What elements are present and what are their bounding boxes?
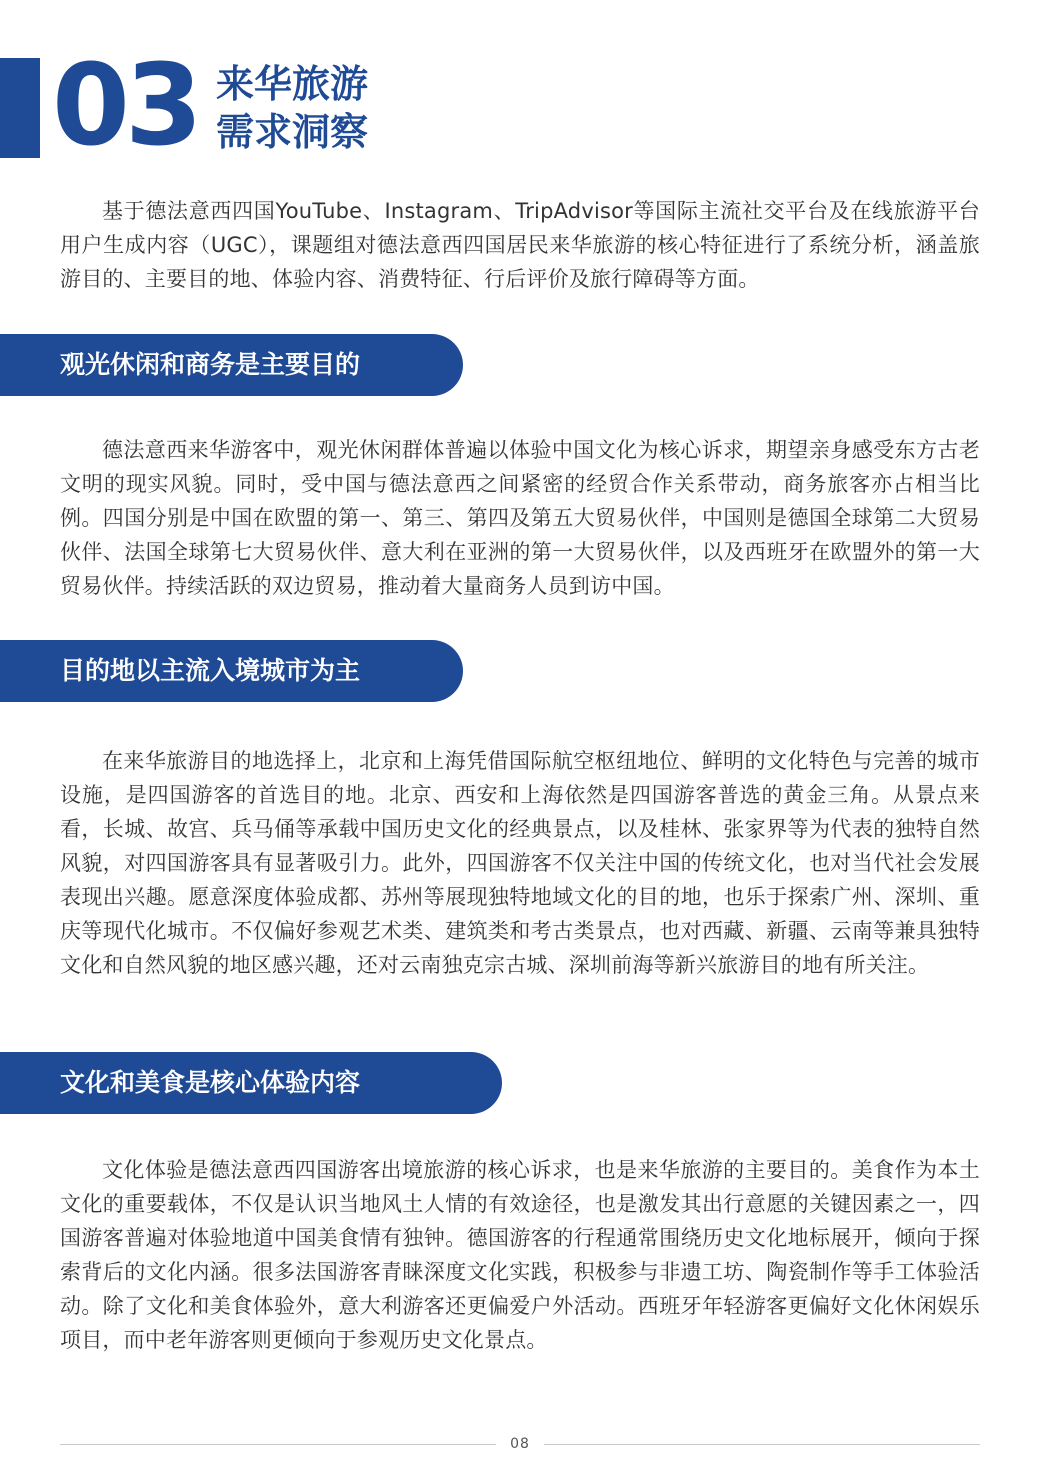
section-heading-purpose: 观光休闲和商务是主要目的 [0, 334, 463, 396]
intro-paragraph: 基于德法意西四国YouTube、Instagram、TripAdvisor等国际主流社交平台及在线旅游平台用户生成内容（UGC），课题组对德法意西四国居民来华旅游的核心特征进行了系统分析，涵盖旅游目的、主要目的地、体验内容、消费特征、行后评价及旅行障碍等方面。 [60, 199, 980, 291]
footer-rule-left [60, 1444, 496, 1445]
section-body-purpose: 德法意西来华游客中，观光休闲群体普遍以体验中国文化为核心诉求，期望亲身感受东方古老文明的现实风貌。同时，受中国与德法意西之间紧密的经贸合作关系带动，商务旅客亦占相当比例。四国分别是中国在欧盟的第一、第三、第四及第五大贸易伙伴，中国则是德国全球第二大贸易伙伴、法国全球第七大贸易伙伴、意大利在亚洲的第一大贸易伙伴，以及西班牙在欧盟外的第一大贸易伙伴。持续活跃的双边贸易，推动着大量商务人员到访中国。 [60, 438, 980, 598]
chapter-title [216, 60, 368, 156]
section-heading-destinations: 目的地以主流入境城市为主 [0, 640, 463, 702]
chapter-title-line-2: 需求洞察 [216, 110, 369, 154]
chapter-title-line-1: 来华旅游 [216, 62, 369, 106]
section-body-destinations: 在来华旅游目的地选择上，北京和上海凭借国际航空枢纽地位、鲜明的文化特色与完善的城市设施，是四国游客的首选目的地。北京、西安和上海依然是四国游客普选的黄金三角。从景点来看，长城、故宫、兵马俑等承载中国历史文化的经典景点，以及桂林、张家界等为代表的独特自然风貌，对四国游客具有显著吸引力。此外，四国游客不仅关注中国的传统文化，也对当代社会发展表现出兴趣。愿意深度体验成都、苏州等展现独特地域文化的目的地，也乐于探索广州、深圳、重庆等现代化城市。不仅偏好参观艺术类、建筑类和考古类景点，也对西藏、新疆、云南等兼具独特文化和自然风貌的地区感兴趣，还对云南独克宗古城、深圳前海等新兴旅游目的地有所关注。 [60, 749, 980, 977]
section-body-experiences: 文化体验是德法意西四国游客出境旅游的核心诉求，也是来华旅游的主要目的。美食作为本土文化的重要载体，不仅是认识当地风土人情的有效途径，也是激发其出行意愿的关键因素之一，四国游客普遍对体验地道中国美食情有独钟。德国游客的行程通常围绕历史文化地标展开，倾向于探索背后的文化内涵。很多法国游客青睐深度文化实践，积极参与非遗工坊、陶瓷制作等手工体验活动。除了文化和美食体验外，意大利游客还更偏爱户外活动。西班牙年轻游客更偏好文化休闲娱乐项目，而中老年游客则更倾向于参观历史文化景点。 [60, 1158, 980, 1352]
page-number: 08 [510, 1436, 530, 1452]
section-heading-experiences: 文化和美食是核心体验内容 [0, 1052, 502, 1114]
footer-rule-right [544, 1444, 980, 1445]
chapter-accent-bar [0, 58, 40, 158]
chapter-number: 03 [52, 41, 198, 171]
